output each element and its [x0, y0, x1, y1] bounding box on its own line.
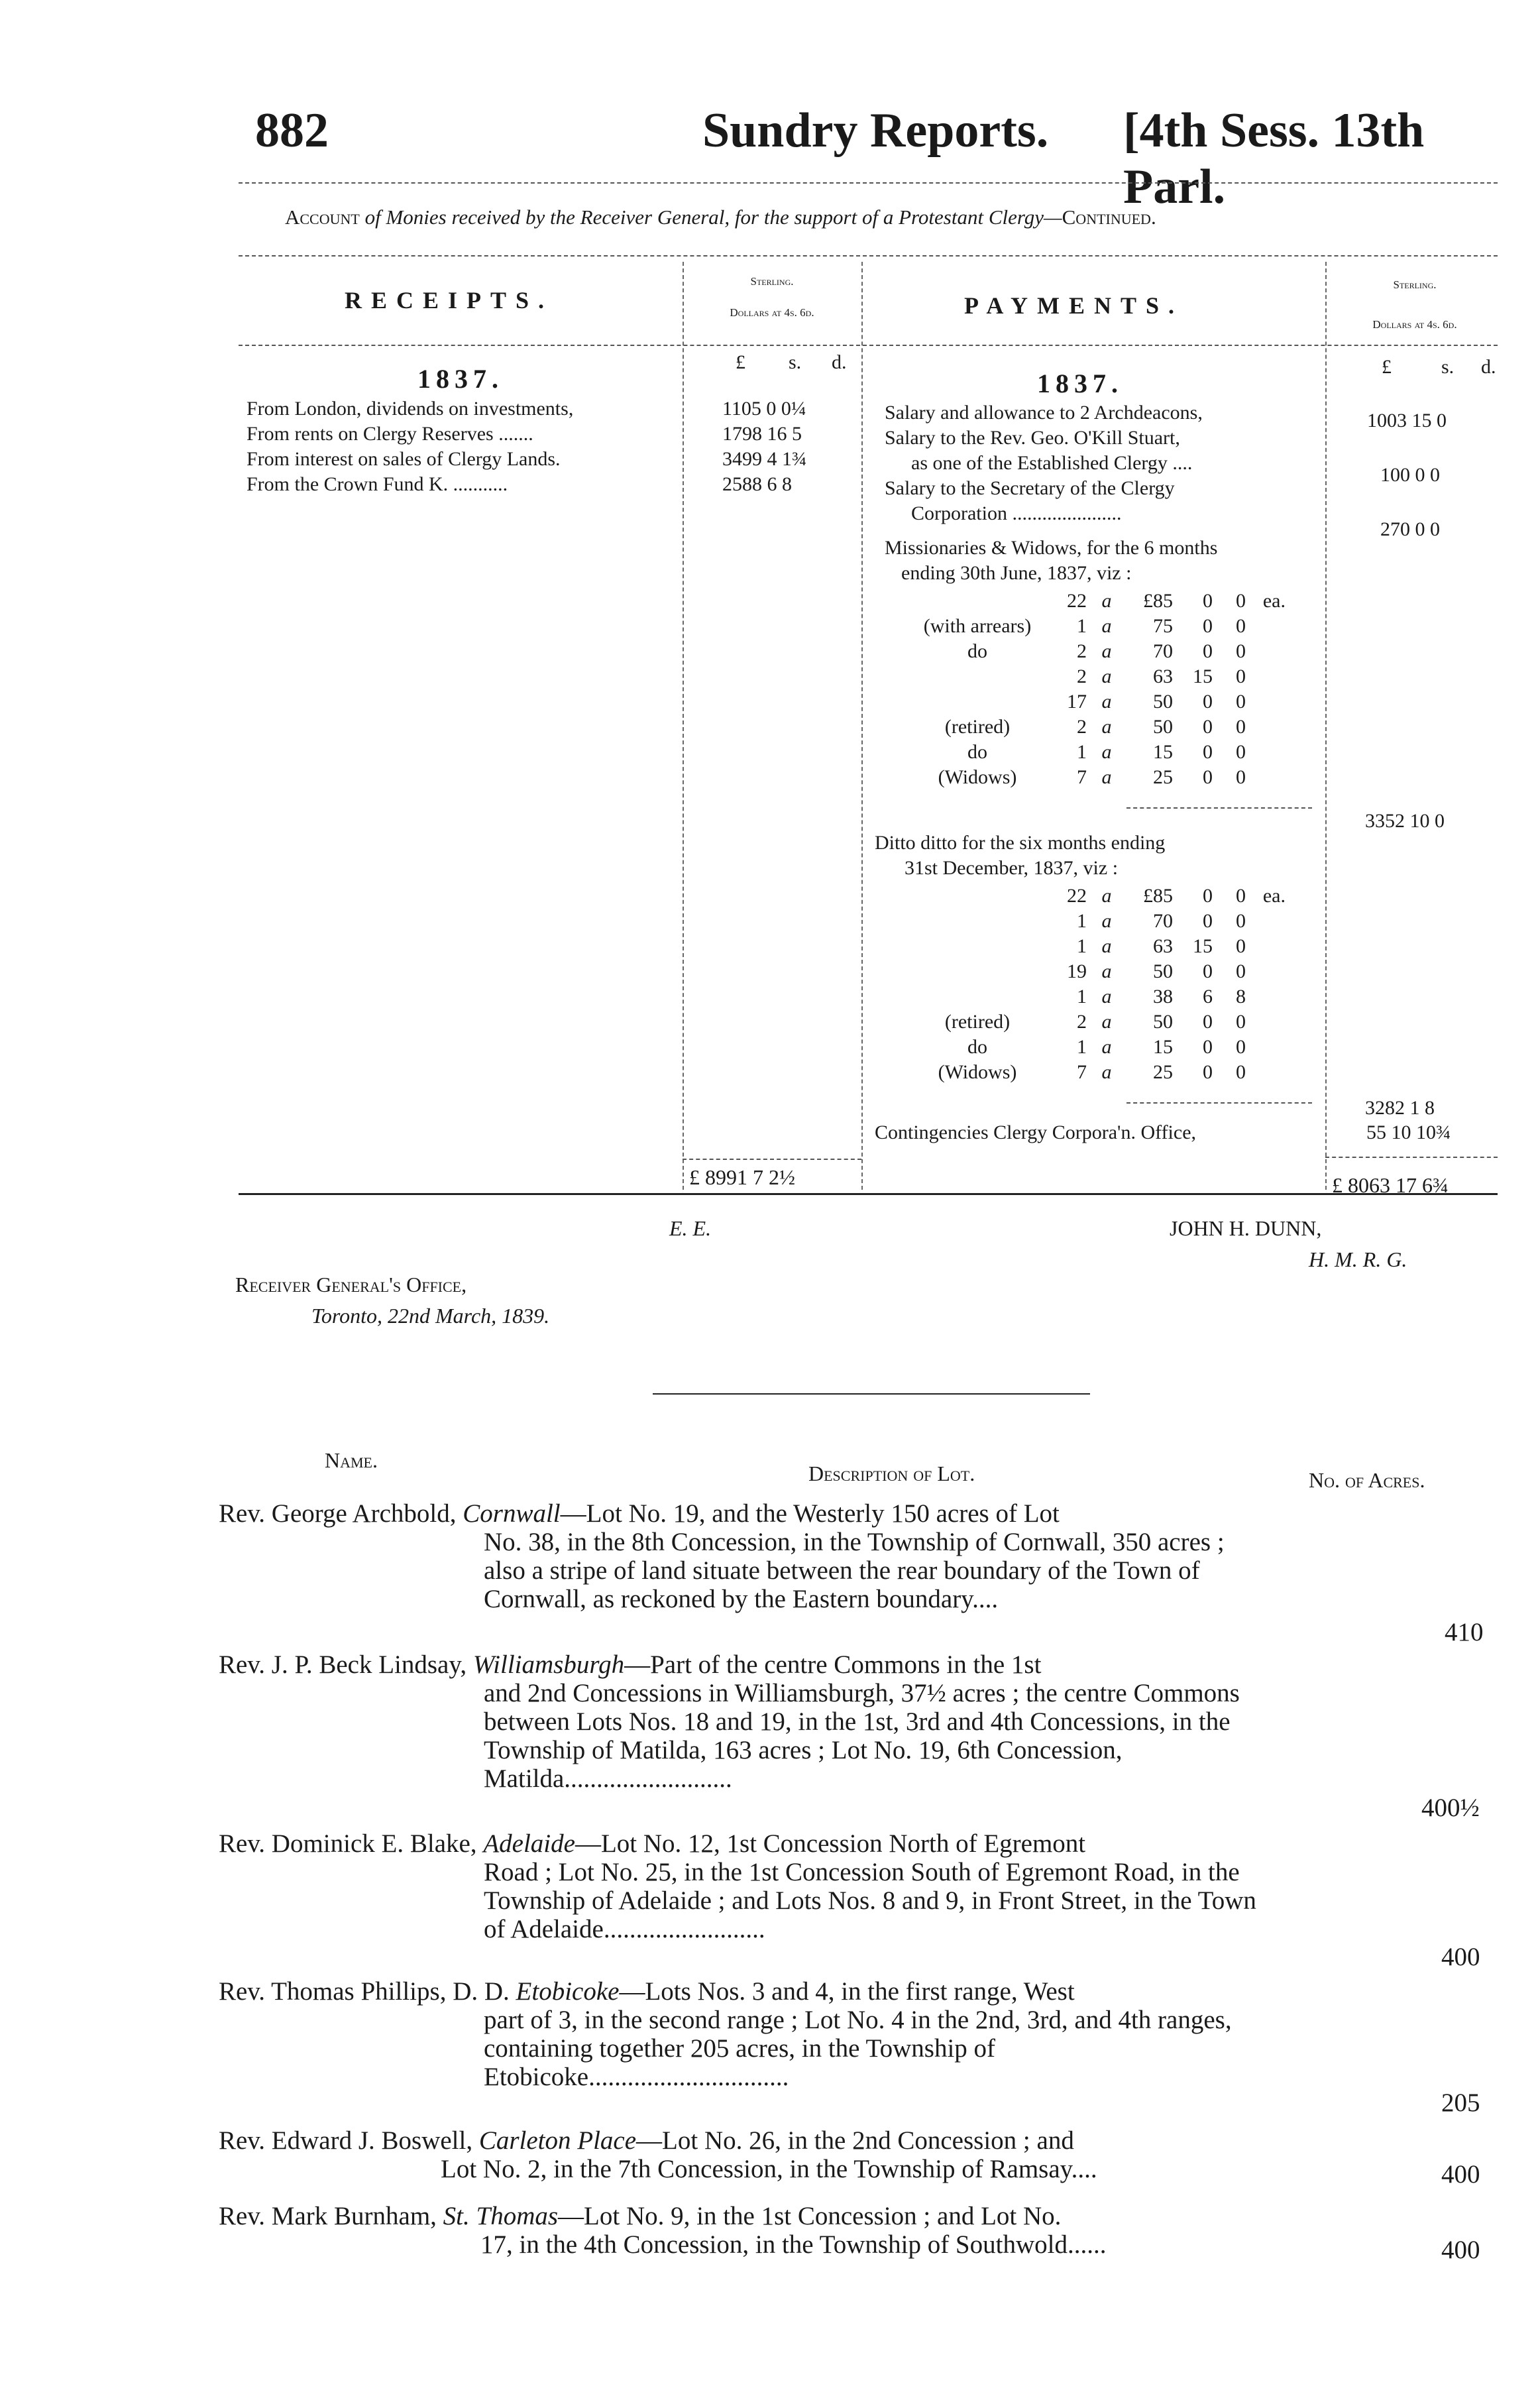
payments-total: £ 8063 17 6¾ — [1332, 1173, 1449, 1197]
receipt-text: From rents on Clergy Reserves ....... — [247, 423, 533, 445]
breakdown-each — [1246, 1060, 1286, 1085]
breakdown-count: 2 — [1077, 1011, 1087, 1033]
breakdown-count: 1 — [1077, 935, 1087, 957]
payments-year: 1837. — [1037, 369, 1123, 398]
breakdown-shillings: 0 — [1203, 590, 1213, 612]
account-title-middle: of Monies received by the Receiver General, for the support of a Protestant Clergy— — [364, 205, 1062, 229]
account-title-lead: Account — [285, 205, 360, 229]
lot-description-continued: and 2nd Concessions in Williamsburgh, 37½ acres ; the centre Commons between Lots Nos. 18 and 19, in the 1st, 3rd and 4th Concessions, in the Township of Matilda, 163 acres ; Lot No. 19, 6th Concession, Matilda.......................... — [484, 1679, 1240, 1793]
lot-acres: 205 — [1441, 2089, 1480, 2117]
breakdown-shillings: 6 — [1203, 986, 1213, 1007]
breakdown-pence: 0 — [1236, 665, 1246, 687]
account-title-tail: Continued. — [1062, 205, 1156, 229]
breakdown-a: a — [1101, 640, 1112, 662]
breakdown-label — [901, 589, 1054, 614]
lot-entry — [219, 1977, 1411, 2091]
clergy-name: Rev. Mark Burnham, — [219, 2202, 437, 2230]
breakdown-label — [901, 664, 1054, 689]
lot-description: —Lot No. 19, and the Westerly 150 acres of Lot — [560, 1499, 1060, 1528]
breakdown-pence: 0 — [1236, 885, 1246, 907]
payment-secretary-text-2: Corporation ...................... — [911, 502, 1122, 524]
breakdown-label: do — [967, 640, 987, 662]
breakdown-row — [901, 664, 1286, 689]
payment-stuart-text: Salary to the Rev. Geo. O'Kill Stuart, — [885, 427, 1180, 449]
second-half-amount: 3282 1 8 — [1365, 1097, 1435, 1119]
signatory-title: H. M. R. G. — [1309, 1247, 1407, 1271]
breakdown-pence: 0 — [1236, 766, 1246, 788]
lot-entry — [219, 1650, 1411, 1793]
breakdown-a: a — [1101, 935, 1112, 957]
breakdown-pence: 0 — [1236, 590, 1246, 612]
breakdown-shillings: 0 — [1203, 885, 1213, 907]
lot-description: —Lot No. 9, in the 1st Concession ; and Lot No. — [558, 2202, 1062, 2230]
breakdown-row — [901, 1060, 1286, 1085]
payments-pound-head: £ — [1382, 356, 1392, 378]
breakdown-each — [1246, 959, 1286, 984]
receipt-amount: 3499 4 1¾ — [722, 448, 807, 470]
breakdown-pounds: 50 — [1153, 691, 1173, 713]
lot-acres: 400 — [1441, 2160, 1480, 2189]
breakdown-a: a — [1101, 691, 1112, 713]
breakdown-label: do — [967, 741, 987, 763]
office-name: Receiver General's Office, — [235, 1273, 467, 1296]
parish-name: Etobicoke — [516, 1977, 620, 2006]
breakdown-count: 22 — [1067, 885, 1087, 907]
payments-pence-head: d. — [1481, 356, 1496, 378]
office-place-date: Toronto, 22nd March, 1839. — [311, 1304, 550, 1328]
breakdown-each — [1246, 689, 1286, 715]
payments-column-rule — [1325, 262, 1327, 1190]
breakdown-count: 2 — [1077, 665, 1087, 687]
breakdown-count: 1 — [1077, 986, 1087, 1007]
receipt-text: From interest on sales of Clergy Lands. — [247, 448, 561, 470]
lot-acres: 410 — [1445, 1618, 1484, 1646]
section-divider — [653, 1393, 1090, 1395]
breakdown-shillings: 0 — [1203, 716, 1213, 738]
page-number: 882 — [255, 103, 329, 158]
payment-missionaries-text: Missionaries & Widows, for the 6 months — [885, 537, 1218, 559]
payment-secretary-amount: 270 0 0 — [1380, 518, 1440, 540]
lot-entry — [219, 2202, 1411, 2259]
breakdown-row — [901, 884, 1286, 909]
breakdown-row — [901, 934, 1286, 959]
breakdown-pounds: 63 — [1153, 665, 1173, 687]
breakdown-row — [901, 614, 1286, 639]
breakdown-pence: 0 — [1236, 691, 1246, 713]
clergy-name: Rev. Thomas Phillips, D. D. — [219, 1977, 510, 2006]
lot-entry — [219, 1499, 1411, 1613]
breakdown-shillings: 0 — [1203, 691, 1213, 713]
header-rule — [239, 182, 1498, 184]
breakdown-pence: 0 — [1236, 935, 1246, 957]
second-half-rule — [1126, 1102, 1312, 1104]
breakdown-pounds: 50 — [1153, 1011, 1173, 1033]
lot-description-continued: Road ; Lot No. 25, in the 1st Concession South of Egremont Road, in the Township of Adelaide ; and Lots Nos. 8 and 9, in Front Street, in the Town of Adelaide......................... — [484, 1858, 1256, 1943]
breakdown-a: a — [1101, 1011, 1112, 1033]
breakdown-pounds: 25 — [1153, 766, 1173, 788]
first-half-rule — [1126, 807, 1312, 809]
payments-sterling-head: Sterling. — [1393, 278, 1437, 291]
lots-description-head: Description of Lot. — [808, 1462, 975, 1485]
breakdown-shillings: 15 — [1193, 665, 1213, 687]
breakdown-pounds: 75 — [1153, 615, 1173, 637]
clergy-name: Rev. George Archbold, — [219, 1499, 457, 1528]
breakdown-pence: 0 — [1236, 910, 1246, 932]
receipts-year: 1837. — [417, 364, 504, 394]
payment-archdeacons-amount: 1003 15 0 — [1367, 410, 1447, 431]
breakdown-label: (retired) — [944, 1011, 1011, 1033]
receipts-pence-head: d. — [832, 351, 847, 373]
lot-description-continued: Lot No. 2, in the 7th Concession, in the Township of Ramsay.... — [441, 2155, 1097, 2183]
receipts-column-rule — [683, 262, 684, 1190]
parish-name: Cornwall — [463, 1499, 561, 1528]
lot-description: —Lots Nos. 3 and 4, in the first range, West — [619, 1977, 1075, 2006]
breakdown-pence: 0 — [1236, 615, 1246, 637]
breakdown-row — [901, 1009, 1286, 1035]
clergy-name: Rev. Edward J. Boswell, — [219, 2126, 473, 2155]
breakdown-shillings: 0 — [1203, 741, 1213, 763]
receipt-text: From the Crown Fund K. ........... — [247, 473, 508, 495]
breakdown-pence: 0 — [1236, 960, 1246, 982]
receipts-sterling-head: Sterling. — [750, 275, 794, 288]
second-half-breakdown — [901, 884, 1286, 1085]
breakdown-row — [901, 715, 1286, 740]
breakdown-a: a — [1101, 986, 1112, 1007]
breakdown-row — [901, 639, 1286, 664]
payment-missionaries-text-2: ending 30th June, 1837, viz : — [901, 562, 1132, 584]
breakdown-a: a — [1101, 1036, 1112, 1058]
breakdown-each — [1246, 740, 1286, 765]
receipts-pound-head: £ — [736, 351, 745, 373]
breakdown-label — [901, 689, 1054, 715]
lots-acres-head: No. of Acres. — [1309, 1468, 1425, 1492]
breakdown-each — [1246, 639, 1286, 664]
lot-description-continued: part of 3, in the second range ; Lot No. 4 in the 2nd, 3rd, and 4th ranges, containing together 205 acres, in the Township of Etobicoke............................... — [484, 2006, 1232, 2091]
ee-initials: E. E. — [669, 1216, 712, 1240]
receipts-dollars-head: Dollars at 4s. 6d. — [730, 306, 814, 319]
breakdown-row — [901, 984, 1286, 1009]
breakdown-pence: 0 — [1236, 716, 1246, 738]
breakdown-row — [901, 1035, 1286, 1060]
lot-description: —Lot No. 12, 1st Concession North of Egremont — [575, 1829, 1086, 1858]
breakdown-a: a — [1101, 910, 1112, 932]
breakdown-a: a — [1101, 590, 1112, 612]
breakdown-label: do — [967, 1036, 987, 1058]
breakdown-count: 7 — [1077, 1061, 1087, 1083]
breakdown-a: a — [1101, 741, 1112, 763]
parish-name: Adelaide — [483, 1829, 575, 1858]
breakdown-a: a — [1101, 1061, 1112, 1083]
receipt-amount: 1798 16 5 — [722, 423, 802, 445]
breakdown-label — [901, 959, 1054, 984]
lot-description: —Part of the centre Commons in the 1st — [624, 1650, 1042, 1679]
payment-ditto-text-2: 31st December, 1837, viz : — [905, 857, 1119, 879]
payments-total-rule — [1325, 1157, 1498, 1158]
payment-stuart-text-2: as one of the Established Clergy .... — [911, 452, 1193, 474]
breakdown-shillings: 0 — [1203, 1061, 1213, 1083]
breakdown-label: (with arrears) — [923, 615, 1032, 637]
breakdown-label — [901, 984, 1054, 1009]
lots-name-head: Name. — [325, 1448, 378, 1472]
breakdown-pounds: £85 — [1143, 590, 1173, 612]
breakdown-a: a — [1101, 665, 1112, 687]
parish-name: Carleton Place — [478, 2126, 637, 2155]
clergy-name: Rev. J. P. Beck Lindsay, — [219, 1650, 467, 1679]
breakdown-row — [901, 589, 1286, 614]
page-title: Sundry Reports. — [702, 103, 1049, 158]
payments-dollars-head: Dollars at 4s. 6d. — [1372, 318, 1457, 331]
breakdown-shillings: 0 — [1203, 960, 1213, 982]
breakdown-shillings: 0 — [1203, 766, 1213, 788]
breakdown-count: 7 — [1077, 766, 1087, 788]
payment-contingencies-text: Contingencies Clergy Corpora'n. Office, — [875, 1121, 1197, 1143]
breakdown-label — [901, 934, 1054, 959]
breakdown-each — [1246, 934, 1286, 959]
receipts-total-rule — [683, 1159, 861, 1160]
breakdown-pounds: £85 — [1143, 885, 1173, 907]
breakdown-each: ea. — [1262, 590, 1286, 612]
breakdown-each — [1246, 1009, 1286, 1035]
breakdown-count: 19 — [1067, 960, 1087, 982]
totals-rule — [239, 1193, 1498, 1195]
breakdown-shillings: 0 — [1203, 910, 1213, 932]
breakdown-pence: 0 — [1236, 741, 1246, 763]
first-half-amount: 3352 10 0 — [1365, 810, 1445, 832]
clergy-name: Rev. Dominick E. Blake, — [219, 1829, 477, 1858]
payments-shilling-head: s. — [1441, 356, 1455, 378]
payment-secretary-text: Salary to the Secretary of the Clergy — [885, 477, 1175, 499]
breakdown-a: a — [1101, 615, 1112, 637]
receipts-heading: RECEIPTS. — [345, 287, 554, 314]
signatory-name: JOHN H. DUNN, — [1170, 1216, 1322, 1240]
breakdown-each — [1246, 765, 1286, 790]
breakdown-pounds: 15 — [1153, 741, 1173, 763]
breakdown-row — [901, 740, 1286, 765]
breakdown-row — [901, 959, 1286, 984]
breakdown-count: 1 — [1077, 615, 1087, 637]
breakdown-count: 22 — [1067, 590, 1087, 612]
breakdown-pounds: 15 — [1153, 1036, 1173, 1058]
lot-acres: 400 — [1441, 1943, 1480, 1971]
receipts-total: £ 8991 7 2½ — [689, 1165, 795, 1189]
breakdown-label — [901, 884, 1054, 909]
breakdown-a: a — [1101, 960, 1112, 982]
breakdown-shillings: 0 — [1203, 640, 1213, 662]
breakdown-each — [1246, 715, 1286, 740]
breakdown-pounds: 25 — [1153, 1061, 1173, 1083]
breakdown-a: a — [1101, 766, 1112, 788]
payment-archdeacons-text: Salary and allowance to 2 Archdeacons, — [885, 402, 1203, 424]
breakdown-each — [1246, 1035, 1286, 1060]
breakdown-row — [901, 909, 1286, 934]
breakdown-shillings: 0 — [1203, 615, 1213, 637]
account-rule — [239, 255, 1498, 257]
payments-heading: PAYMENTS. — [964, 292, 1184, 319]
lot-description-continued: 17, in the 4th Concession, in the Township of Southwold...... — [480, 2230, 1107, 2259]
breakdown-count: 1 — [1077, 1036, 1087, 1058]
lot-description-continued: No. 38, in the 8th Concession, in the Township of Cornwall, 350 acres ; also a stripe of land situate between the rear boundary of the Town of Cornwall, as reckoned by the Eastern boundary.... — [484, 1528, 1225, 1613]
breakdown-count: 2 — [1077, 716, 1087, 738]
breakdown-count: 2 — [1077, 640, 1087, 662]
breakdown-a: a — [1101, 716, 1112, 738]
breakdown-count: 1 — [1077, 741, 1087, 763]
breakdown-shillings: 0 — [1203, 1036, 1213, 1058]
breakdown-count: 1 — [1077, 910, 1087, 932]
breakdown-pounds: 50 — [1153, 716, 1173, 738]
lot-acres: 400 — [1441, 2236, 1480, 2264]
breakdown-pounds: 70 — [1153, 640, 1173, 662]
breakdown-pence: 0 — [1236, 640, 1246, 662]
account-title — [285, 205, 1498, 229]
breakdown-label: (Widows) — [938, 1061, 1017, 1083]
breakdown-each — [1246, 614, 1286, 639]
breakdown-pounds: 70 — [1153, 910, 1173, 932]
breakdown-pence: 0 — [1236, 1011, 1246, 1033]
lot-entry — [219, 2126, 1411, 2183]
breakdown-pounds: 63 — [1153, 935, 1173, 957]
receipts-amount-rule — [861, 262, 863, 1190]
breakdown-pounds: 38 — [1153, 986, 1173, 1007]
breakdown-row — [901, 689, 1286, 715]
receipt-amount: 1105 0 0¼ — [722, 398, 806, 420]
breakdown-shillings: 0 — [1203, 1011, 1213, 1033]
breakdown-each — [1246, 984, 1286, 1009]
breakdown-pence: 8 — [1236, 986, 1246, 1007]
breakdown-pounds: 50 — [1153, 960, 1173, 982]
breakdown-each: ea. — [1262, 885, 1286, 907]
breakdown-count: 17 — [1067, 691, 1087, 713]
breakdown-label — [901, 909, 1054, 934]
receipts-shilling-head: s. — [789, 351, 802, 373]
breakdown-each — [1246, 664, 1286, 689]
lot-entry — [219, 1829, 1411, 1943]
payment-ditto-text: Ditto ditto for the six months ending — [875, 832, 1166, 854]
column-head-rule — [239, 345, 1498, 346]
breakdown-pence: 0 — [1236, 1036, 1246, 1058]
session-label: [4th Sess. 13th Parl. — [1123, 103, 1425, 214]
payment-stuart-amount: 100 0 0 — [1380, 464, 1440, 486]
breakdown-label: (retired) — [944, 716, 1011, 738]
breakdown-a: a — [1101, 885, 1112, 907]
lot-description: —Lot No. 26, in the 2nd Concession ; and — [636, 2126, 1074, 2155]
receipt-amount: 2588 6 8 — [722, 473, 792, 495]
receipt-text: From London, dividends on investments, — [247, 398, 574, 420]
lot-acres: 400½ — [1421, 1794, 1480, 1822]
breakdown-label: (Widows) — [938, 766, 1017, 788]
parish-name: Williamsburgh — [472, 1650, 625, 1679]
breakdown-row — [901, 765, 1286, 790]
payment-contingencies-amount: 55 10 10¾ — [1366, 1121, 1451, 1143]
breakdown-each — [1246, 909, 1286, 934]
breakdown-pence: 0 — [1236, 1061, 1246, 1083]
parish-name: St. Thomas — [443, 2202, 559, 2230]
first-half-breakdown — [901, 589, 1286, 790]
breakdown-shillings: 15 — [1193, 935, 1213, 957]
